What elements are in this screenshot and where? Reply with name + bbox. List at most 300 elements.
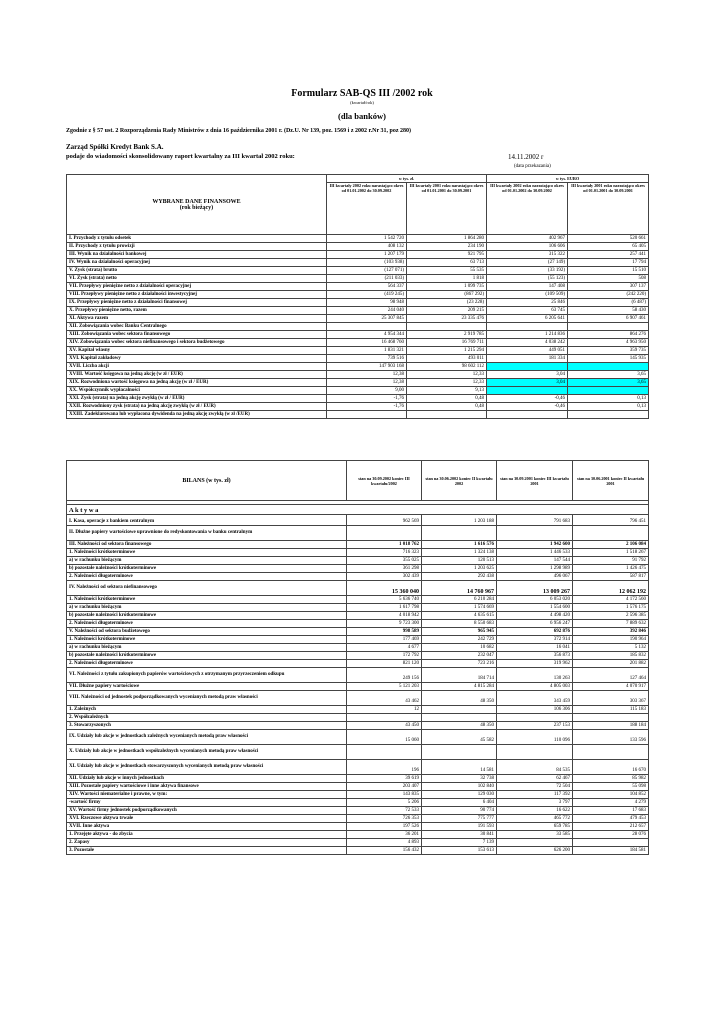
fin-row-value: 449 051 xyxy=(487,347,568,355)
fin-row-value: 63 713 xyxy=(407,259,487,267)
balance-row-value: 1 616 576 xyxy=(422,541,497,549)
balance-row-value: 172 792 xyxy=(347,652,422,660)
balance-row-value: 7 889 632 xyxy=(573,620,649,628)
balance-row-value: 1 203 625 xyxy=(422,565,497,573)
fin-col-header: III kwartały 2001 roku narastająco okres od 01.01.2001 do 30.09.2001 xyxy=(568,183,649,235)
fin-row-value: -0,46 xyxy=(487,395,568,403)
fin-row-value: 16 769 711 xyxy=(407,339,487,347)
fin-row-value: 16 468 760 xyxy=(327,339,407,347)
balance-row-value: 249 156 xyxy=(347,668,422,683)
fin-row-value: 23 335 476 xyxy=(407,315,487,323)
fin-row-value xyxy=(568,411,649,419)
balance-row-label: 1. Należności krótkoterminowe xyxy=(67,549,347,557)
balance-row-value: 45 582 xyxy=(422,730,497,745)
balance-row-value: 4 677 xyxy=(347,644,422,652)
balance-row-value: 496 067 xyxy=(497,573,573,581)
balance-row-value: 48 350 xyxy=(422,722,497,730)
form-subtitle: (kwartał/rok) xyxy=(350,100,374,105)
fin-row xyxy=(67,307,649,315)
fin-row xyxy=(67,243,649,251)
balance-row xyxy=(67,620,649,628)
balance-row-label: 2. Należności długoterminowe xyxy=(67,660,347,668)
balance-row xyxy=(67,683,649,691)
fin-row-value: 6 205 641 xyxy=(487,315,568,323)
fin-row-label: XVII. Liczba akcji xyxy=(67,363,327,371)
balance-row-value: 2 106 084 xyxy=(573,541,649,549)
fin-row xyxy=(67,283,649,291)
balance-row-value: 72 504 xyxy=(497,783,573,791)
balance-row-value: 998 589 xyxy=(347,628,422,636)
fin-row-label: IV. Wynik na działalności operacyjnej xyxy=(67,259,327,267)
balance-row-value: 133 596 xyxy=(573,730,649,745)
balance-row-label: a) w rachunku bieżącym xyxy=(67,557,347,565)
balance-row-value: 4 070 917 xyxy=(573,683,649,691)
fin-row-value: (211 033) xyxy=(327,275,407,283)
balance-row-value: 16 622 xyxy=(497,807,573,815)
balance-row-value: 292 438 xyxy=(422,573,497,581)
balance-row-value xyxy=(573,839,649,847)
balance-row-value: 43 450 xyxy=(347,722,422,730)
balance-row-value: 15 060 xyxy=(347,730,422,745)
balance-row-value: 196 xyxy=(347,760,422,775)
balance-row-value: 7 139 xyxy=(422,839,497,847)
fin-row-value: 9,00 xyxy=(327,387,407,395)
balance-row-value: 184 581 xyxy=(573,847,649,855)
balance-col-header: stan na 30.06.2001 koniec II kwartału 2001 xyxy=(573,461,649,501)
balance-row-value: 102 840 xyxy=(422,783,497,791)
balance-row-value: 4 498 420 xyxy=(497,612,573,620)
fin-row-value: 12,38 xyxy=(327,371,407,379)
fin-row-value: 55 535 xyxy=(407,267,487,275)
fin-row-label: XX. Współczynnik wypłacalności xyxy=(67,387,327,395)
balance-row-label: VII. Dłużne papiery wartościowe xyxy=(67,683,347,691)
balance-row xyxy=(67,557,649,565)
fin-col-header: III kwartały 2002 roku narastająco okres od 01.01.2002 do 30.09.2002 xyxy=(487,183,568,235)
balance-row-value: 692 876 xyxy=(497,628,573,636)
fin-row-value xyxy=(487,387,568,395)
balance-row-value: 36 201 xyxy=(347,831,422,839)
balance-row-value: 127 464 xyxy=(573,668,649,683)
balance-row-value: 303 367 xyxy=(573,691,649,706)
balance-row-label: I. Kasa, operacje z bankiem centralnym xyxy=(67,515,347,526)
balance-row-label: II. Dłużne papiery wartościowe uprawnione do redyskontowania w banku centralnym xyxy=(67,526,347,541)
balance-row-label: a) w rachunku bieżącym xyxy=(67,644,347,652)
balance-row-value xyxy=(497,839,573,847)
fin-row-value: (867 292) xyxy=(407,291,487,299)
fin-row-value: 3,04 xyxy=(487,371,568,379)
balance-row-label: b) pozostałe należności krótkoterminowe xyxy=(67,652,347,660)
balance-col-header: stan na 30.09.2002 koniec III kwartału/2002 xyxy=(347,461,422,501)
fin-row-value: 493 011 xyxy=(407,355,487,363)
fin-row xyxy=(67,355,649,363)
balance-row-label: 2. Współzależnych xyxy=(67,714,347,722)
balance-row xyxy=(67,541,649,549)
fin-row-value: 58 430 xyxy=(568,307,649,315)
balance-row-value: 1 298 989 xyxy=(497,565,573,573)
balance-row-label: 1. Przejęte aktywa - do zbycia xyxy=(67,831,347,839)
balance-row-value: 72 533 xyxy=(347,807,422,815)
balance-row-label: 1. Zależnych xyxy=(67,706,347,714)
balance-row xyxy=(67,839,649,847)
form-banks-label: (dla banków) xyxy=(338,111,386,121)
fin-row-value: (55 123) xyxy=(487,275,568,283)
balance-row-value: 3 797 xyxy=(497,799,573,807)
fin-row-value: 147 408 xyxy=(487,283,568,291)
balance-row-value: 43 462 xyxy=(347,691,422,706)
fin-row-value: 1 542 720 xyxy=(327,235,407,243)
fin-row-value: (6 487) xyxy=(568,299,649,307)
balance-row-value: 372 914 xyxy=(497,636,573,644)
balance-row-value: 237 153 xyxy=(497,722,573,730)
fin-row-label: II. Przychody z tytułu prowizji xyxy=(67,243,327,251)
balance-row-value xyxy=(422,706,497,714)
fin-row-label: XII. Zobowiązania wobec Banku Centralnego xyxy=(67,323,327,331)
balance-row-value: 32 738 xyxy=(422,775,497,783)
fin-row xyxy=(67,251,649,259)
balance-row-value: 1 018 762 xyxy=(347,541,422,549)
fin-row-value: 3,04 xyxy=(487,379,568,387)
balance-row-value: 16 041 xyxy=(497,644,573,652)
balance-row xyxy=(67,745,649,760)
balance-row-value: 726 353 xyxy=(347,815,422,823)
fin-row-value: 98 948 xyxy=(327,299,407,307)
balance-row-label: 2. Należności długoterminowe xyxy=(67,620,347,628)
balance-row-value: 48 350 xyxy=(422,691,497,706)
fin-unit-eur: w tys. EURO xyxy=(487,175,649,183)
fin-row-value: 65 405 xyxy=(568,243,649,251)
balance-row-label: V. Należności od sektora budżetowego xyxy=(67,628,347,636)
balance-row-value: 4 805 003 xyxy=(497,683,573,691)
balance-row-label: XVI. Rzeczowe aktywa trwałe xyxy=(67,815,347,823)
fin-row-value: 1 099 735 xyxy=(407,283,487,291)
balance-row-value: 9 723 300 xyxy=(347,620,422,628)
fin-row-value: 98 602 112 xyxy=(407,363,487,371)
fin-row-value: 1 818 xyxy=(407,275,487,283)
fin-row xyxy=(67,395,649,403)
balance-row-value: 212 657 xyxy=(573,823,649,831)
balance-row-value xyxy=(573,745,649,760)
balance-row-value xyxy=(497,745,573,760)
balance-row-label: 1. Należności krótkoterminowe xyxy=(67,636,347,644)
fin-row-value: 1 207 179 xyxy=(327,251,407,259)
balance-row-value: 965 945 xyxy=(422,628,497,636)
fin-row-label: XIII. Zobowiązania wobec sektora finansowego xyxy=(67,331,327,339)
balance-row-label: a) w rachunku bieżącym xyxy=(67,604,347,612)
fin-row-label: XIX. Rozwodniona wartość księgowa na jedną akcję (w zł / EUR) xyxy=(67,379,327,387)
balance-row-label: VIII. Należności od jednostek podporządkowanych wycenianych metodą praw własności xyxy=(67,691,347,706)
submission-line: podaje do wiadomości skonsolidowany raport kwartalny za III kwartał 2002 roku: xyxy=(66,153,295,160)
fin-row-value xyxy=(487,363,568,371)
fin-col-header: III kwartały 2002 roku narastająco okres od 01.01.2002 do 30.09.2002 xyxy=(327,183,407,235)
balance-row-value: 120 513 xyxy=(422,557,497,565)
balance-row-value: 1 942 600 xyxy=(497,541,573,549)
fin-row-value: 4 038 242 xyxy=(487,339,568,347)
fin-row-value: 1 831 321 xyxy=(327,347,407,355)
fin-row-label: V. Zysk (strata) brutto xyxy=(67,267,327,275)
fin-row-value: 234 190 xyxy=(407,243,487,251)
fin-row xyxy=(67,371,649,379)
fin-row-label: XXIII. Zadeklarowana lub wypłacona dywidenda na jedną akcję zwykłą (w zł /EUR) xyxy=(67,411,327,419)
fin-row-value: 12,33 xyxy=(407,379,487,387)
fin-row-label: XVI. Kapitał zakładowy xyxy=(67,355,327,363)
balance-row-value xyxy=(497,526,573,541)
fin-row-value xyxy=(568,387,649,395)
balance-row-value: 85 982 xyxy=(573,775,649,783)
balance-row-value xyxy=(347,745,422,760)
balance-row-value: 4 893 xyxy=(347,839,422,847)
fin-row-value: 6 907 461 xyxy=(568,315,649,323)
balance-row-value: 28 076 xyxy=(573,831,649,839)
fin-row-value: -1,76 xyxy=(327,395,407,403)
fin-row-value: (103 938) xyxy=(327,259,407,267)
balance-row xyxy=(67,706,649,714)
balance-row xyxy=(67,565,649,573)
balance-row xyxy=(67,549,649,557)
balance-row xyxy=(67,847,649,855)
fin-row-value: 408 132 xyxy=(327,243,407,251)
balance-row-value: 775 777 xyxy=(422,815,497,823)
balance-row xyxy=(67,823,649,831)
balance-row-value: 190 964 xyxy=(573,636,649,644)
fin-row xyxy=(67,267,649,275)
balance-row-label: III. Należności od sektora finansowego xyxy=(67,541,347,549)
balance-row-value: 110 096 xyxy=(497,730,573,745)
balance-row-value: 147 544 xyxy=(497,557,573,565)
balance-row-value: 5 132 xyxy=(573,644,649,652)
fin-row xyxy=(67,411,649,419)
balance-row-value: 723 216 xyxy=(422,660,497,668)
fin-row-value: 181 334 xyxy=(487,355,568,363)
balance-row-value: 1 576 175 xyxy=(573,604,649,612)
balance-row-value xyxy=(573,526,649,541)
fin-row-value xyxy=(327,323,407,331)
fin-row-value: 3,65 xyxy=(568,379,649,387)
balance-row xyxy=(67,668,649,683)
fin-row-value: 739 516 xyxy=(327,355,407,363)
balance-row-value: 117 392 xyxy=(497,791,573,799)
balance-row-value: 197 526 xyxy=(347,823,422,831)
balance-row-value: 5 636 740 xyxy=(347,596,422,604)
fin-row-value: (242 220) xyxy=(568,291,649,299)
balance-row-value: 17 683 xyxy=(573,807,649,815)
balance-row-value: 15 360 040 xyxy=(347,581,422,596)
balance-row-label: IV. Należności od sektora niefinansowego xyxy=(67,581,347,596)
fin-row-value: 520 661 xyxy=(568,235,649,243)
balance-row-value xyxy=(422,526,497,541)
balance-row-value: 30 841 xyxy=(422,831,497,839)
fin-row-value: -1,76 xyxy=(327,403,407,411)
balance-row-value: 91 792 xyxy=(573,557,649,565)
fin-row-value: 145 935 xyxy=(568,355,649,363)
balance-row xyxy=(67,652,649,660)
balance-row-value: 232 047 xyxy=(422,652,497,660)
balance-row-value xyxy=(497,714,573,722)
fin-row-value: 0,13 xyxy=(568,403,649,411)
fin-row-value: 244 040 xyxy=(327,307,407,315)
balance-row-label: 2. Zapasy xyxy=(67,839,347,847)
balance-row xyxy=(67,636,649,644)
balance-row-value: 587 817 xyxy=(573,573,649,581)
balance-row-value: 1 554 600 xyxy=(497,604,573,612)
balance-row xyxy=(67,628,649,636)
balance-row-value: 1 324 138 xyxy=(422,549,497,557)
financial-data-table xyxy=(66,174,649,419)
fin-row-value: 12,33 xyxy=(407,371,487,379)
fin-col-header: III kwartały 2001 roku narastająco okres od 01.01.2001 do 30.09.2001 xyxy=(407,183,487,235)
balance-row-value: 4 279 xyxy=(573,799,649,807)
balance-row-value: 184 714 xyxy=(422,668,497,683)
fin-row-value xyxy=(487,411,568,419)
fin-row xyxy=(67,403,649,411)
balance-row xyxy=(67,799,649,807)
fin-row-value: -0,46 xyxy=(487,403,568,411)
balance-row-value: 10 682 xyxy=(422,644,497,652)
balance-row xyxy=(67,714,649,722)
balance-row xyxy=(67,515,649,526)
balance-row xyxy=(67,783,649,791)
fin-row-value: (23 228) xyxy=(407,299,487,307)
fin-row-value: 4 954 344 xyxy=(327,331,407,339)
fin-row-value: 0,48 xyxy=(407,403,487,411)
fin-row-value: 921 795 xyxy=(407,251,487,259)
fin-row-value: 402 967 xyxy=(487,235,568,243)
fin-row xyxy=(67,339,649,347)
fin-row-value: 25 307 845 xyxy=(327,315,407,323)
balance-row-value: 5 121 203 xyxy=(347,683,422,691)
fin-title-cell xyxy=(67,175,327,235)
balance-row-value: 188 184 xyxy=(573,722,649,730)
fin-row-value: 1 214 836 xyxy=(487,331,568,339)
balance-row-label: X. Udziały lub akcje w jednostkach współzależnych wycenianych metodą praw własności xyxy=(67,745,347,760)
balance-row-value: 392 846 xyxy=(573,628,649,636)
fin-row-label: III. Wynik na działalności bankowej xyxy=(67,251,327,259)
fin-row-value: 1 215 294 xyxy=(407,347,487,355)
balance-row-value: 13 009 267 xyxy=(497,581,573,596)
fin-row-label: XVIII. Wartość księgowa na jedną akcję (w zł / EUR) xyxy=(67,371,327,379)
fin-row-value: 2 919 785 xyxy=(407,331,487,339)
submission-date: 14.11.2002 r xyxy=(508,153,544,161)
balance-row-value: 115 183 xyxy=(573,706,649,714)
fin-row-value: 63 745 xyxy=(487,307,568,315)
fin-row-label: I. Przychody z tytułu odsetek xyxy=(67,235,327,243)
balance-row-value: 1 574 669 xyxy=(422,604,497,612)
balance-row-value: 343 459 xyxy=(497,691,573,706)
balance-row xyxy=(67,596,649,604)
fin-row-value: 15 510 xyxy=(568,267,649,275)
balance-row-value: 242 729 xyxy=(422,636,497,644)
balance-row-value: 12 xyxy=(347,706,422,714)
fin-row-value xyxy=(407,411,487,419)
balance-row-value: 14 760 967 xyxy=(422,581,497,596)
balance-row-label: VI. Należności z tytułu zakupionych papierów wartościowych z otrzymanym przyrzeczeniem odkupu xyxy=(67,668,347,683)
balance-row xyxy=(67,791,649,799)
fin-row-value: 359 735 xyxy=(568,347,649,355)
form-title: Formularz SAB-QS III /2002 rok xyxy=(291,88,433,99)
balance-row-value: 626 200 xyxy=(497,847,573,855)
balance-row-value: 4 018 942 xyxy=(347,612,422,620)
balance-row-value: 1 203 188 xyxy=(422,515,497,526)
fin-row-value xyxy=(568,323,649,331)
fin-row-value: 307 137 xyxy=(568,283,649,291)
fin-row-value xyxy=(327,411,407,419)
balance-row xyxy=(67,604,649,612)
balance-row-value: 6 053 020 xyxy=(497,596,573,604)
balance-row-label: XIV. Wartości niematerialne i prawne, w tym: xyxy=(67,791,347,799)
legal-basis: Zgodnie z § 57 ust. 2 Rozporządzenia Rady Ministrów z dnia 16 października 2001 r. (Dz.U. Nr 139, poz. 1569 i z 2002 r.Nr 31, poz 280) xyxy=(66,128,411,134)
balance-row-label: XVII. Inne aktywa xyxy=(67,823,347,831)
balance-row xyxy=(67,573,649,581)
balance-row xyxy=(67,807,649,815)
balance-row-value: 796 451 xyxy=(573,515,649,526)
balance-row-value: 106 306 xyxy=(497,706,573,714)
fin-row xyxy=(67,323,649,331)
balance-row-value xyxy=(573,714,649,722)
balance-row-value: 659 785 xyxy=(497,823,573,831)
balance-row-value: 14 581 xyxy=(422,760,497,775)
fin-row-value: (127 071) xyxy=(327,267,407,275)
balance-col-header: stan na 30.09.2001 koniec III kwartału 2001 xyxy=(497,461,573,501)
balance-row-value: 6 404 xyxy=(422,799,497,807)
fin-unit-pln: w tys. zł. xyxy=(327,175,487,183)
balance-row xyxy=(67,760,649,775)
balance-row xyxy=(67,526,649,541)
fin-row-value: 257 441 xyxy=(568,251,649,259)
balance-row-value: 4 172 560 xyxy=(573,596,649,604)
fin-row-value: 1 864 280 xyxy=(407,235,487,243)
balance-row xyxy=(67,612,649,620)
balance-row-value: 90 774 xyxy=(422,807,497,815)
balance-row-value: 33 585 xyxy=(497,831,573,839)
balance-row-value: 356 873 xyxy=(497,652,573,660)
balance-row-value: 355 025 xyxy=(347,557,422,565)
balance-title: BILANS (w tys. zł) xyxy=(67,461,347,501)
balance-row-value: 791 683 xyxy=(497,515,573,526)
balance-row-value: 62 467 xyxy=(497,775,573,783)
fin-row xyxy=(67,291,649,299)
balance-row-label: XII. Udziały lub akcje w innych jednostkach xyxy=(67,775,347,783)
balance-row-value: 4 815 284 xyxy=(422,683,497,691)
fin-row-value xyxy=(568,363,649,371)
balance-row-value: 1 426 475 xyxy=(573,565,649,573)
fin-row-value: 25 846 xyxy=(487,299,568,307)
fin-row xyxy=(67,299,649,307)
fin-row-value: (109 509) xyxy=(487,291,568,299)
submission-date-label: (data przekazania) xyxy=(514,164,551,169)
fin-row-label: XV. Kapitał własny xyxy=(67,347,327,355)
balance-row-value: 2 596 385 xyxy=(573,612,649,620)
fin-row xyxy=(67,315,649,323)
balance-sheet-table xyxy=(66,460,649,855)
balance-row xyxy=(67,831,649,839)
balance-row-value: 6 956 247 xyxy=(497,620,573,628)
balance-col-header: stan na 30.06.2002 koniec II kwartału 2002 xyxy=(422,461,497,501)
balance-row-value: 8 550 683 xyxy=(422,620,497,628)
balance-row xyxy=(67,775,649,783)
fin-title: WYBRANE DANE FINANSOWE xyxy=(152,198,241,205)
fin-row-value: 0,13 xyxy=(568,395,649,403)
fin-row-value: (33 192) xyxy=(487,267,568,275)
balance-row-value: 177 469 xyxy=(347,636,422,644)
fin-row-value xyxy=(407,323,487,331)
fin-row-value: 3,65 xyxy=(568,371,649,379)
balance-row-value: 185 832 xyxy=(573,652,649,660)
balance-row-value: 361 298 xyxy=(347,565,422,573)
balance-row xyxy=(67,691,649,706)
balance-row-label: 3. Pozostałe xyxy=(67,847,347,855)
balance-row-value: 6 210 284 xyxy=(422,596,497,604)
balance-row-label: -wartość firmy xyxy=(67,799,347,807)
fin-title-sub: (rok bieżący) xyxy=(179,204,214,211)
